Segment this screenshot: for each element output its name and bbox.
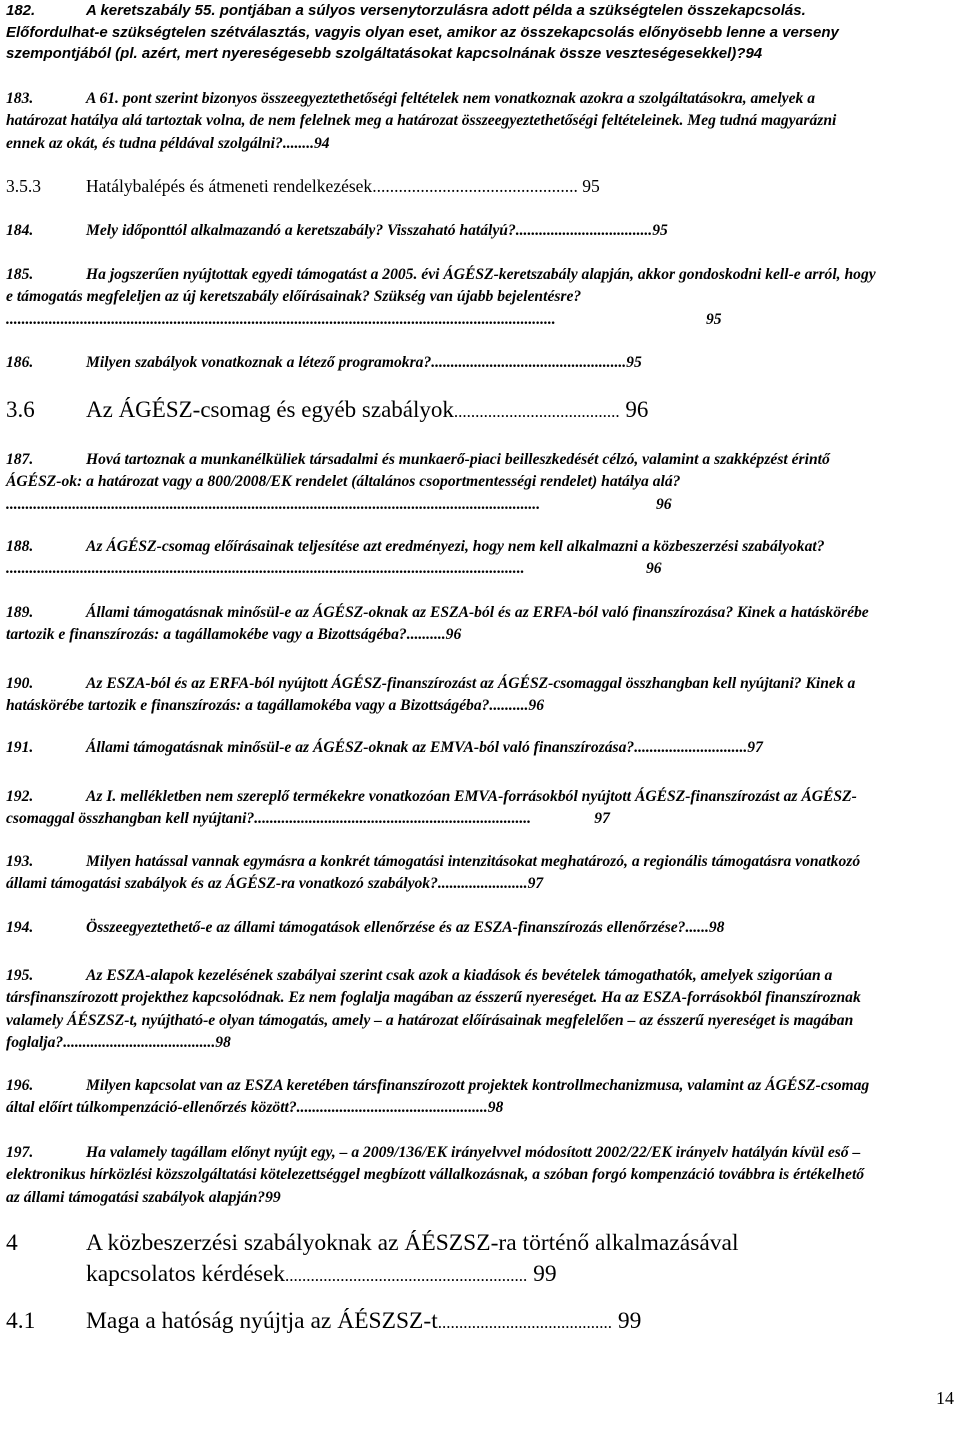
toc-entry-number: 187. bbox=[6, 451, 34, 468]
toc-section-3-5-3[interactable] bbox=[6, 175, 876, 197]
toc-section-title-line1: A közbeszerzési szabályoknak az ÁÉSZSZ-ra történő alkalmazásával bbox=[86, 1230, 739, 1256]
toc-section-leader: ......................................................... bbox=[285, 1266, 528, 1285]
toc-entry-193[interactable] bbox=[6, 851, 876, 896]
toc-section-leader: ....................................... bbox=[453, 402, 620, 421]
toc-entry-page: 97 bbox=[527, 875, 544, 893]
toc-entry-197[interactable] bbox=[6, 1142, 876, 1209]
toc-entry-leader: .................................................. bbox=[431, 354, 627, 371]
toc-section-title: Hatálybalépés és átmeneti rendelkezések bbox=[86, 176, 373, 196]
toc-entry-text: Állami támogatásnak minősül-e az ÁGÉSZ-oknak az ESZA-ból és az ERFA-ból való finanszírozása? Kinek a hatáskörébe tartozik e finanszírozás: a tagállamokébe vagy a Bizottságéba? bbox=[6, 604, 869, 644]
toc-entry-number: 194. bbox=[6, 919, 34, 936]
toc-entry-184[interactable] bbox=[6, 220, 876, 242]
toc-entry-194[interactable] bbox=[6, 917, 876, 939]
toc-entry-195[interactable] bbox=[6, 965, 876, 1054]
toc-entry-187[interactable] bbox=[6, 449, 876, 516]
toc-entry-188[interactable] bbox=[6, 536, 876, 581]
toc-entry-page: 96 bbox=[646, 560, 662, 578]
toc-entry-196[interactable] bbox=[6, 1075, 876, 1120]
toc-entry-leader: ................................... bbox=[515, 222, 653, 239]
toc-entry-number: 189. bbox=[6, 604, 34, 621]
toc-section-page: 96 bbox=[625, 397, 649, 422]
toc-entry-leader: ..................................................................................................................................... bbox=[6, 560, 525, 578]
toc-entry-page: 97 bbox=[594, 810, 610, 828]
toc-section-title-line2: kapcsolatos kérdések bbox=[86, 1261, 286, 1287]
toc-entry-number: 183. bbox=[6, 90, 34, 107]
toc-section-number: 4 bbox=[6, 1230, 18, 1256]
toc-section-leader: ............................................... bbox=[372, 176, 578, 196]
toc-section-leader: ......................................... bbox=[437, 1313, 613, 1332]
toc-section-page: 99 bbox=[617, 1308, 642, 1334]
toc-entry-page: 95 bbox=[652, 222, 668, 239]
toc-entry-page: 94 bbox=[745, 45, 763, 62]
toc-entry-page: 99 bbox=[265, 1188, 281, 1206]
toc-entry-183[interactable] bbox=[6, 88, 876, 155]
toc-entry-number: 184. bbox=[6, 222, 34, 239]
toc-entry-leader: ...... bbox=[685, 919, 709, 936]
toc-section-4[interactable] bbox=[6, 1228, 886, 1291]
toc-entry-page: 98 bbox=[215, 1033, 231, 1051]
toc-entry-page: 96 bbox=[528, 697, 544, 715]
toc-entry-number: 193. bbox=[6, 853, 34, 870]
toc-entry-page: 97 bbox=[747, 739, 763, 756]
toc-entry-number: 191. bbox=[6, 739, 34, 756]
toc-entry-186[interactable] bbox=[6, 352, 876, 374]
toc-entry-page: 95 bbox=[706, 310, 722, 328]
toc-entry-text: Állami támogatásnak minősül-e az ÁGÉSZ-oknak az EMVA-ból való finanszírozása? bbox=[86, 739, 635, 756]
toc-entry-leader: ............................. bbox=[634, 739, 748, 756]
toc-entry-text: A 61. pont szerint bizonyos összeegyeztethetőségi feltételek nem vonatkoznak azokra a szolgáltatásokra, amelyek a határozat hatálya alá tartoztak volna, de nem felelnek meg a határozat összeegyeztethetőségi feltételeinek. Meg tudná magyarázni ennek az okát, és tudna példával szolgálni? bbox=[6, 90, 837, 152]
toc-entry-leader: ................................................. bbox=[296, 1099, 488, 1117]
toc-entry-number: 188. bbox=[6, 538, 34, 555]
toc-entry-leader: ....................................................................... bbox=[254, 810, 532, 828]
toc-entry-text: Mely időponttól alkalmazandó a keretszabály? Visszaható hatályú? bbox=[86, 222, 516, 239]
toc-entry-192[interactable] bbox=[6, 786, 876, 831]
toc-entry-text: Összeegyeztethető-e az állami támogatások ellenőrzése és az ESZA-finanszírozás ellenőrzése? bbox=[86, 919, 686, 936]
toc-entry-189[interactable] bbox=[6, 602, 876, 647]
toc-entry-number: 195. bbox=[6, 967, 34, 984]
toc-entry-182[interactable] bbox=[6, 0, 876, 65]
toc-entry-text: Ha jogszerűen nyújtottak egyedi támogatást a 2005. évi ÁGÉSZ-keretszabály alapján, akkor gondoskodni kell-e arról, hogy e támogatás megfeleljen az új keretszabály előírásainak? Szükség van újabb bejelentésre? bbox=[6, 266, 876, 306]
toc-entry-page: 98 bbox=[487, 1099, 504, 1117]
toc-entry-page: 94 bbox=[314, 134, 330, 152]
toc-entry-leader: ............................................................................................................................................. bbox=[6, 310, 556, 328]
toc-entry-190[interactable] bbox=[6, 673, 876, 718]
toc-section-number: 3.5.3 bbox=[6, 176, 41, 196]
toc-entry-text: Az I. mellékletben nem szereplő termékekre vonatkozóan EMVA-forrásokból nyújtott ÁGÉSZ-finanszírozást az ÁGÉSZ-csomaggal összhangban kell nyújtani? bbox=[6, 788, 857, 828]
toc-entry-text: Az ESZA-ból és az ERFA-ból nyújtott ÁGÉSZ-finanszírozást az ÁGÉSZ-csomaggal összhangban kell nyújtani? Kinek a hatáskörébe tartozik e finanszírozás: a tagállamokéba vagy a Bizottságéba? bbox=[6, 675, 856, 715]
toc-entry-text: Milyen szabályok vonatkoznak a létező programokra? bbox=[86, 354, 432, 371]
toc-entry-number: 197. bbox=[6, 1144, 34, 1161]
toc-entry-text: Milyen kapcsolat van az ESZA keretében társfinanszírozott projektek kontrollmechanizmusa, valamint az ÁGÉSZ-csomag által előírt túlkompenzáció-ellenőrzés között? bbox=[6, 1077, 870, 1117]
toc-section-number: 4.1 bbox=[6, 1308, 36, 1334]
toc-section-4-1[interactable] bbox=[6, 1306, 886, 1338]
toc-entry-number: 186. bbox=[6, 354, 34, 371]
toc-entry-page: 96 bbox=[656, 495, 672, 513]
toc-section-3-6[interactable] bbox=[6, 395, 876, 427]
page-number: 14 bbox=[936, 1388, 954, 1408]
toc-entry-leader: ........ bbox=[282, 134, 314, 152]
toc-entry-leader: ....................... bbox=[437, 875, 528, 893]
toc-entry-185[interactable] bbox=[6, 264, 876, 331]
toc-entry-page: 95 bbox=[626, 354, 642, 371]
toc-section-page: 99 bbox=[533, 1261, 557, 1287]
toc-entry-number: 182. bbox=[6, 2, 36, 19]
toc-entry-text: A keretszabály 55. pontjában a súlyos versenytorzulásra adott példa a szükségtelen összekapcsolás. Előfordulhat-e szükségtelen szétválasztás, vagyis olyan eset, amikor az összekapcsolás előnyösebb lenne a verseny szempontjából (pl. azért, mert nyereségesebb szolgáltatásokat kapcsolnának össze veszteségesekkel)? bbox=[6, 2, 839, 62]
toc-entry-text: Az ESZA-alapok kezelésének szabályai szerint csak azok a kiadások és bevételek támogathatók, amelyek szigorúan a társfinanszírozott projekthez kapcsolódnak. Ez nem foglalja magában az ésszerű nyereséget. Ha az ESZA-forrásokból finanszíroznak valamely ÁÉSZSZ-t, nyújtható-e olyan támogatás, amely – a határozat előírásainak megfelelően – az ésszerű nyereséget is magában foglalja? bbox=[6, 967, 861, 1051]
toc-entry-leader: .......... bbox=[489, 697, 529, 715]
toc-entry-page: 98 bbox=[708, 919, 725, 936]
toc-section-title: Maga a hatóság nyújtja az ÁÉSZSZ-t bbox=[86, 1308, 438, 1334]
toc-entry-leader: .......... bbox=[406, 626, 446, 644]
toc-entry-number: 185. bbox=[6, 266, 34, 283]
toc-section-title: Az ÁGÉSZ-csomag és egyéb szabályok bbox=[86, 397, 454, 422]
toc-entry-page: 96 bbox=[445, 626, 462, 644]
toc-entry-text: Milyen hatással vannak egymásra a konkrét támogatási intenzitásokat meghatározó, a regionális támogatásra vonatkozó állami támogatási szabályok és az ÁGÉSZ-ra vonatkozó szabályok? bbox=[6, 853, 861, 893]
toc-entry-text: Hová tartoznak a munkanélküliek társadalmi és munkaerő-piaci beilleszkedését célzó, valamint a szakképzést érintő ÁGÉSZ-ok: a határozat vagy a 800/2008/EK rendelet (általános csoportmentességi rendelet) hatálya alá? bbox=[6, 451, 830, 491]
toc-entry-text: Az ÁGÉSZ-csomag előírásainak teljesítése azt eredményezi, hogy nem kell alkalmazni a közbeszerzési szabályokat? bbox=[86, 538, 825, 555]
toc-entry-number: 192. bbox=[6, 788, 34, 805]
toc-section-number: 3.6 bbox=[6, 397, 35, 422]
toc-entry-number: 190. bbox=[6, 675, 34, 692]
toc-entry-number: 196. bbox=[6, 1077, 34, 1094]
toc-entry-leader: ......................................................................................................................................... bbox=[6, 495, 541, 513]
toc-entry-text: Ha valamely tagállam előnyt nyújt egy, – a 2009/136/EK irányelvvel módosított 2002/22/EK irányelv hatályán kívül eső – elektronikus hírközlési közszolgáltatási kötelezettséggel megbízott vállalkozásnak, a szóban forgó kompenzáció továbbra is értékelhető az állami támogatási szabályok alapján? bbox=[6, 1144, 865, 1206]
toc-entry-191[interactable] bbox=[6, 737, 876, 759]
toc-entry-leader: ....................................... bbox=[63, 1033, 216, 1051]
toc-section-page: 95 bbox=[582, 176, 600, 196]
